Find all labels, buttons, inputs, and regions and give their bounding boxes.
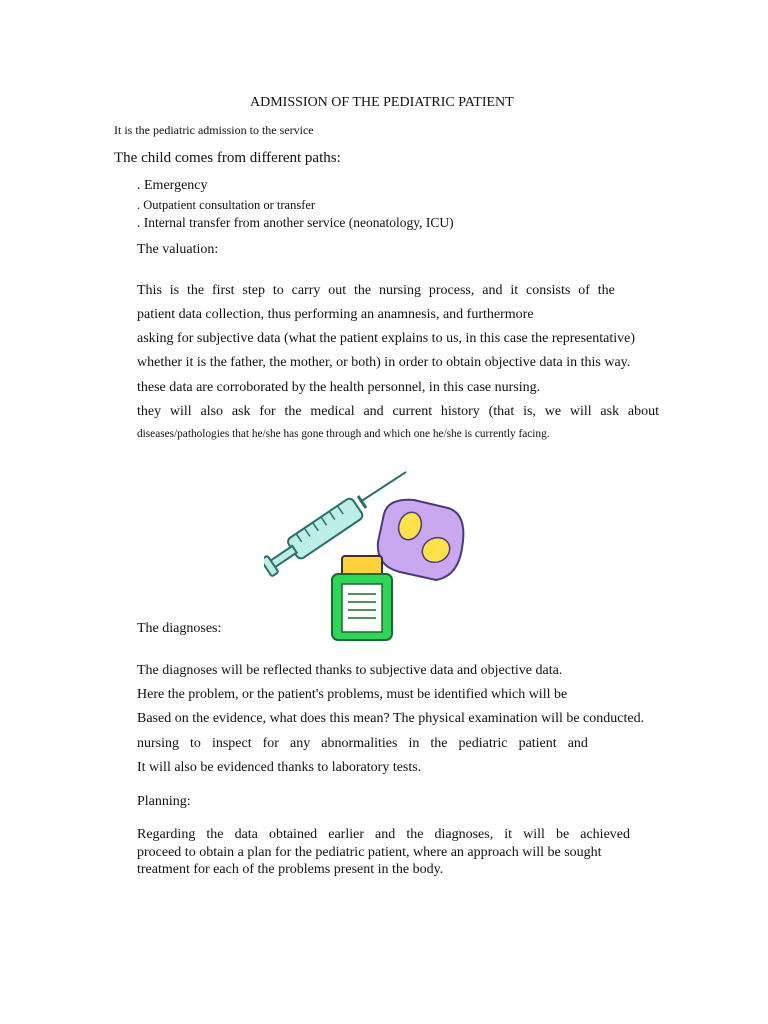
paths-heading: The child comes from different paths: bbox=[114, 150, 341, 166]
valuation-line: whether it is the father, the mother, or both) in order to obtain objective data in this way. bbox=[137, 355, 631, 370]
word: carry bbox=[291, 283, 321, 298]
word: about bbox=[627, 404, 659, 419]
word: the bbox=[354, 283, 372, 298]
word: for bbox=[259, 404, 276, 419]
page-title: ADMISSION OF THE PEDIATRIC PATIENT bbox=[250, 95, 514, 110]
word: ask bbox=[600, 404, 620, 419]
word: be bbox=[555, 827, 570, 842]
valuation-line: diseases/pathologies that he/she has gone through and which one he/she is currently facing. bbox=[137, 428, 550, 440]
word: the bbox=[597, 283, 615, 298]
word: pediatric bbox=[458, 736, 508, 751]
word: obtained bbox=[268, 827, 318, 842]
word: in bbox=[408, 736, 420, 751]
word: (that bbox=[488, 404, 515, 419]
word: data bbox=[234, 827, 258, 842]
word: and bbox=[363, 404, 384, 419]
word: will bbox=[523, 827, 545, 842]
planning-line bbox=[137, 827, 630, 843]
word: is, bbox=[523, 404, 536, 419]
word: nursing bbox=[137, 736, 179, 751]
planning-heading: Planning: bbox=[137, 794, 191, 809]
word: ask bbox=[231, 404, 251, 419]
planning-line: treatment for each of the problems present in the body. bbox=[137, 862, 444, 877]
word: for bbox=[262, 736, 279, 751]
diagnoses-line: It will also be evidenced thanks to laboratory tests. bbox=[137, 760, 422, 775]
intro-text: It is the pediatric admission to the service bbox=[114, 123, 314, 137]
word: the bbox=[430, 736, 448, 751]
word: patient bbox=[518, 736, 557, 751]
diagnoses-heading: The diagnoses: bbox=[137, 621, 222, 636]
word: the bbox=[206, 827, 224, 842]
word: medical bbox=[310, 404, 355, 419]
word: they bbox=[137, 404, 162, 419]
word: out bbox=[328, 283, 347, 298]
word: diagnoses, bbox=[434, 827, 494, 842]
word: of bbox=[578, 283, 590, 298]
word: process, bbox=[428, 283, 475, 298]
word: the bbox=[284, 404, 302, 419]
medical-illustration bbox=[264, 468, 474, 644]
word: first bbox=[211, 283, 235, 298]
word: to bbox=[190, 736, 201, 751]
path-item: . Outpatient consultation or transfer bbox=[137, 198, 316, 212]
medicine-bottle-icon bbox=[332, 556, 392, 640]
word: abnormalities bbox=[321, 736, 398, 751]
valuation-line: patient data collection, thus performing an anamnesis, and furthermore bbox=[137, 307, 534, 322]
word: will bbox=[569, 404, 592, 419]
word: nursing bbox=[379, 283, 421, 298]
valuation-line bbox=[137, 404, 659, 420]
word: we bbox=[544, 404, 562, 419]
word: the bbox=[406, 827, 424, 842]
word: will bbox=[169, 404, 192, 419]
diagnoses-line bbox=[137, 736, 588, 752]
word: also bbox=[200, 404, 224, 419]
word: it bbox=[510, 283, 519, 298]
diagnoses-line: The diagnoses will be reflected thanks to subjective data and objective data. bbox=[137, 663, 563, 678]
planning-line: proceed to obtain a plan for the pediatric patient, where an approach will be sought bbox=[137, 845, 602, 860]
valuation-heading: The valuation: bbox=[137, 242, 219, 257]
path-item: . Internal transfer from another service (neonatology, ICU) bbox=[137, 215, 454, 230]
path-item: . Emergency bbox=[137, 178, 208, 193]
valuation-line: these data are corroborated by the health personnel, in this case nursing. bbox=[137, 380, 541, 395]
word: and bbox=[482, 283, 503, 298]
word: step bbox=[242, 283, 265, 298]
word: consists bbox=[526, 283, 571, 298]
word: and bbox=[567, 736, 588, 751]
word: any bbox=[290, 736, 311, 751]
valuation-line: asking for subjective data (what the patient explains to us, in this case the representative) bbox=[137, 331, 636, 346]
word: is bbox=[169, 283, 180, 298]
word: and bbox=[375, 827, 396, 842]
word: it bbox=[504, 827, 513, 842]
word: Regarding bbox=[137, 827, 196, 842]
word: current bbox=[392, 404, 433, 419]
word: earlier bbox=[328, 827, 364, 842]
word: to bbox=[272, 283, 284, 298]
valuation-line bbox=[137, 283, 615, 299]
word: This bbox=[137, 283, 162, 298]
diagnoses-line: Based on the evidence, what does this mean? The physical examination will be conducted. bbox=[137, 711, 645, 726]
pill-blister-icon bbox=[378, 500, 464, 580]
word: history bbox=[440, 404, 480, 419]
word: inspect bbox=[211, 736, 252, 751]
word: achieved bbox=[580, 827, 630, 842]
word: the bbox=[186, 283, 205, 298]
diagnoses-line: Here the problem, or the patient's problems, must be identified which will be bbox=[137, 687, 568, 702]
